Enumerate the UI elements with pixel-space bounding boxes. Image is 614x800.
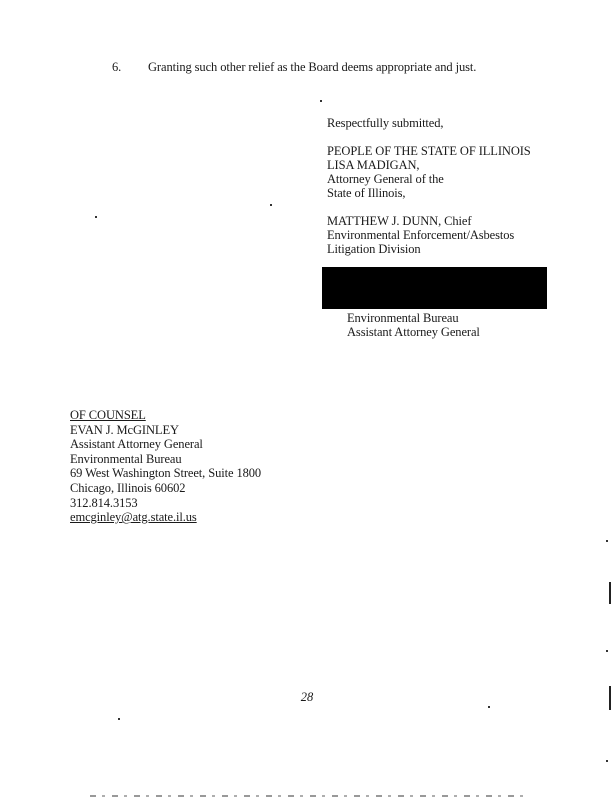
of-counsel-heading: OF COUNSEL (70, 408, 146, 422)
signer-title: Assistant Attorney General (347, 325, 480, 339)
counsel-line: Assistant Attorney General (70, 437, 203, 452)
scan-edge-mark (609, 582, 611, 604)
counsel-line: Chicago, Illinois 60602 (70, 480, 186, 495)
scan-speck (118, 718, 120, 720)
of-counsel-block (70, 408, 261, 525)
party-line: LISA MADIGAN, (327, 158, 420, 172)
scan-edge-mark (609, 686, 611, 710)
scan-speck (320, 100, 322, 102)
counsel-line: 69 West Washington Street, Suite 1800 (70, 466, 262, 481)
relief-item-text: Granting such other relief as the Board deems appropriate and just. (148, 60, 477, 74)
scan-speck (606, 540, 608, 542)
scan-bottom-noise (90, 795, 530, 797)
signer-title-block (347, 311, 480, 339)
scan-speck (606, 760, 608, 762)
scan-speck (95, 216, 97, 218)
page-number: 28 (300, 690, 314, 704)
relief-item-number: 6. (112, 60, 122, 74)
counsel-email: emcginley@atg.state.il.us (70, 510, 197, 525)
closing-salutation: Respectfully submitted, (327, 116, 444, 130)
scan-speck (606, 650, 608, 652)
scan-speck (488, 706, 490, 708)
party-line: State of Illinois, (327, 186, 406, 200)
counsel-line: Environmental Bureau (70, 451, 182, 466)
scan-speck (270, 204, 272, 206)
redaction-bar (322, 267, 547, 309)
counsel-line: EVAN J. McGINLEY (70, 422, 179, 437)
counsel-line: 312.814.3153 (70, 495, 138, 510)
signer-bureau: Environmental Bureau (347, 311, 459, 325)
signature-block (327, 116, 567, 256)
party-line: Attorney General of the (327, 172, 444, 186)
division-line: MATTHEW J. DUNN, Chief (327, 214, 472, 228)
division-line: Litigation Division (327, 242, 421, 256)
party-line: PEOPLE OF THE STATE OF ILLINOIS (327, 144, 531, 158)
division-line: Environmental Enforcement/Asbestos (327, 228, 515, 242)
